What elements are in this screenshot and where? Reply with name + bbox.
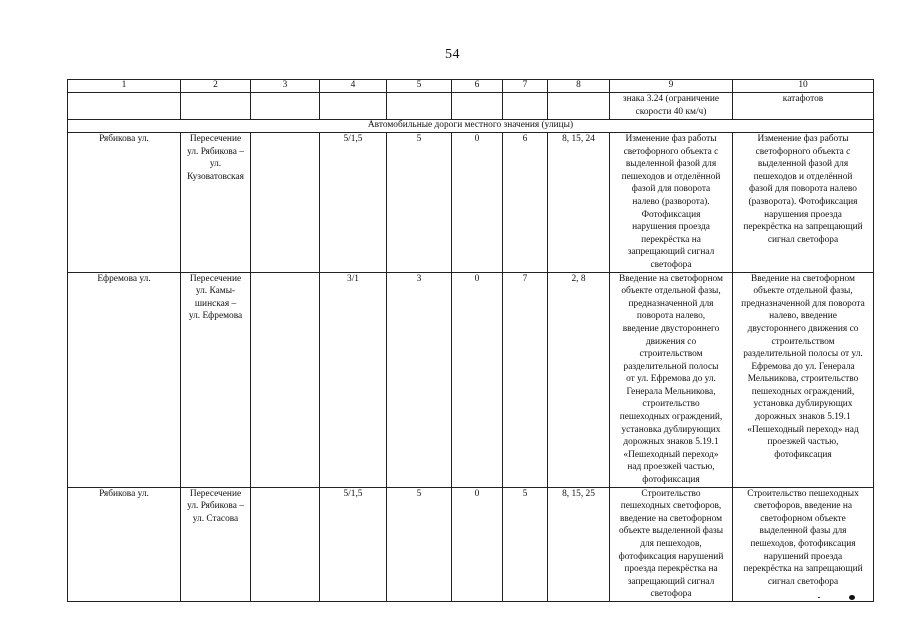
- column-number: 4: [320, 80, 387, 93]
- column-number: 9: [610, 80, 733, 93]
- column-number: 2: [181, 80, 251, 93]
- empty-cell: [387, 93, 452, 120]
- measures-description: Изменение фаз работы светофорного объекта с выделенной фазой для пешеходов и отделённой фазой для поворота налево (разворота). Фотофиксация нарушения проезда перекрёстка на запрещающий сигнал светофора: [610, 133, 733, 273]
- col5-value: 5: [387, 133, 452, 273]
- col5-value: 3: [387, 272, 452, 487]
- col8-value: 8, 15, 24: [548, 133, 610, 273]
- col5-value: 5: [387, 487, 452, 601]
- empty-cell: [452, 93, 503, 120]
- measures-description: Введение на светофорном объекте отдельной фазы, предназначенной для поворота налево, введение двустороннего движения со строительством разделительной полосы от ул. Ефремова до ул. Генерала Мельникова, строительство пешеходных ограждений, установка дублирующих дорожных знаков 5.19.1 «Пешеходный переход» над проезжей частью, фотофиксация: [610, 272, 733, 487]
- empty-cell: [503, 93, 548, 120]
- col8-value: 8, 15, 25: [548, 487, 610, 601]
- column-number: 7: [503, 80, 548, 93]
- intersection-location: Пересечение ул. Рябикова – ул. Кузоватовская: [181, 133, 251, 273]
- col6-value: 0: [452, 272, 503, 487]
- column-number: 8: [548, 80, 610, 93]
- table-row: [68, 272, 874, 487]
- col4-value: 3/1: [320, 272, 387, 487]
- measures-description: Строительство пешеходных светофоров, введение на светофорном объекте выделенной фазы для пешеходов, фотофиксация нарушений проезда перекрёстка на запрещающий сигнал светофора: [610, 487, 733, 601]
- col3-value: [251, 487, 320, 601]
- column-number: 3: [251, 80, 320, 93]
- empty-cell: [548, 93, 610, 120]
- column-number: 10: [733, 80, 874, 93]
- street-name: Рябикова ул.: [68, 487, 181, 601]
- continuation-row: [68, 93, 874, 120]
- col4-value: 5/1,5: [320, 487, 387, 601]
- road-safety-table: [67, 79, 874, 602]
- empty-cell: [251, 93, 320, 120]
- col7-value: 7: [503, 272, 548, 487]
- section-header-row: [68, 120, 874, 133]
- column-number: 6: [452, 80, 503, 93]
- col3-value: [251, 133, 320, 273]
- col6-value: 0: [452, 133, 503, 273]
- scan-dot: [849, 595, 855, 600]
- col7-value: 6: [503, 133, 548, 273]
- empty-cell: [68, 93, 181, 120]
- column-number-row: [68, 80, 874, 93]
- table-row: [68, 487, 874, 601]
- empty-cell: [181, 93, 251, 120]
- empty-cell: [320, 93, 387, 120]
- page-number: 54: [445, 47, 460, 62]
- section-title: Автомобильные дороги местного значения (улицы): [68, 120, 874, 133]
- col6-value: 0: [452, 487, 503, 601]
- continuation-measures-alt: катафотов: [733, 93, 874, 120]
- street-name: Ефремова ул.: [68, 272, 181, 487]
- measures-description-alt: Строительство пешеходных светофоров, введение на светофорном объекте выделенной фазы для пешеходов, фотофиксация нарушений проезда перекрёстка на запрещающий сигнал светофора: [733, 487, 874, 601]
- intersection-location: Пересечение ул. Камы- шинская – ул. Ефремова: [181, 272, 251, 487]
- scan-mark: [818, 597, 820, 598]
- street-name: Рябикова ул.: [68, 133, 181, 273]
- measures-description-alt: Введение на светофорном объекте отдельной фазы, предназначенной для поворота налево, введение двустороннего движения со строительством разделительной полосы от ул. Ефремова до ул. Генерала Мельникова, строительство пешеходных ограждений, установка дублирующих дорожных знаков 5.19.1 «Пешеходный переход» над проезжей частью, фотофиксация: [733, 272, 874, 487]
- table-row: [68, 133, 874, 273]
- col3-value: [251, 272, 320, 487]
- column-number: 1: [68, 80, 181, 93]
- column-number: 5: [387, 80, 452, 93]
- intersection-location: Пересечение ул. Рябикова – ул. Стасова: [181, 487, 251, 601]
- col7-value: 5: [503, 487, 548, 601]
- col8-value: 2, 8: [548, 272, 610, 487]
- col4-value: 5/1,5: [320, 133, 387, 273]
- measures-description-alt: Изменение фаз работы светофорного объекта с выделенной фазой для пешеходов и отделённой фазой для поворота налево (разворота). Фотофиксация нарушения проезда перекрёстка на запрещающий сигнал светофора: [733, 133, 874, 273]
- continuation-measures: знака 3.24 (ограничение скорости 40 км/ч): [610, 93, 733, 120]
